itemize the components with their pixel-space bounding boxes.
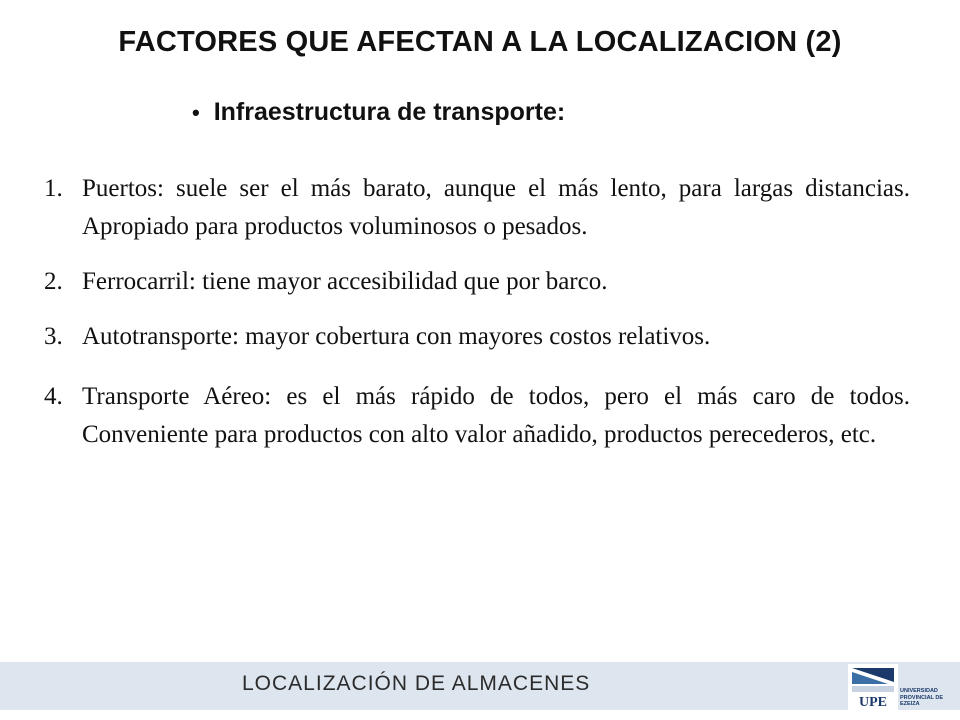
subtitle-text: Infraestructura de transporte: <box>213 98 566 126</box>
list-item <box>44 170 910 246</box>
item-number: 1. <box>44 175 63 202</box>
item-number: 3. <box>44 323 63 350</box>
item-text: Transporte Aéreo: es el más rápido de todos, pero el más caro de todos. Conveniente para productos con alto valor añadido, productos perecederos, etc. <box>82 383 910 448</box>
slide-title: FACTORES QUE AFECTAN A LA LOCALIZACION (2) <box>118 26 842 58</box>
bullet-icon: • <box>192 99 200 125</box>
footer-label: LOCALIZACIÓN DE ALMACENES <box>242 672 591 695</box>
upe-logo-icon <box>848 664 898 710</box>
logo-caption <box>900 688 943 708</box>
logo-line: PROVINCIAL DE <box>900 694 943 701</box>
item-text: Puertos: suele ser el más barato, aunque el más lento, para largas distancias. Apropiado para productos voluminosos o pesados. <box>82 175 910 240</box>
list-item <box>44 263 910 301</box>
item-number: 4. <box>44 383 63 410</box>
logo-text: UPE <box>859 695 887 710</box>
list-item <box>44 318 910 356</box>
item-text: Autotransporte: mayor cobertura con mayores costos relativos. <box>82 323 711 350</box>
item-number: 2. <box>44 268 63 295</box>
item-text: Ferrocarril: tiene mayor accesibilidad que por barco. <box>82 268 608 295</box>
footer-bar <box>0 662 960 710</box>
university-logo <box>840 662 960 710</box>
logo-line: UNIVERSIDAD <box>900 688 938 694</box>
list-item <box>44 378 910 454</box>
logo-line: EZEIZA <box>900 701 920 707</box>
subtitle <box>192 98 565 127</box>
transport-list <box>44 170 910 454</box>
